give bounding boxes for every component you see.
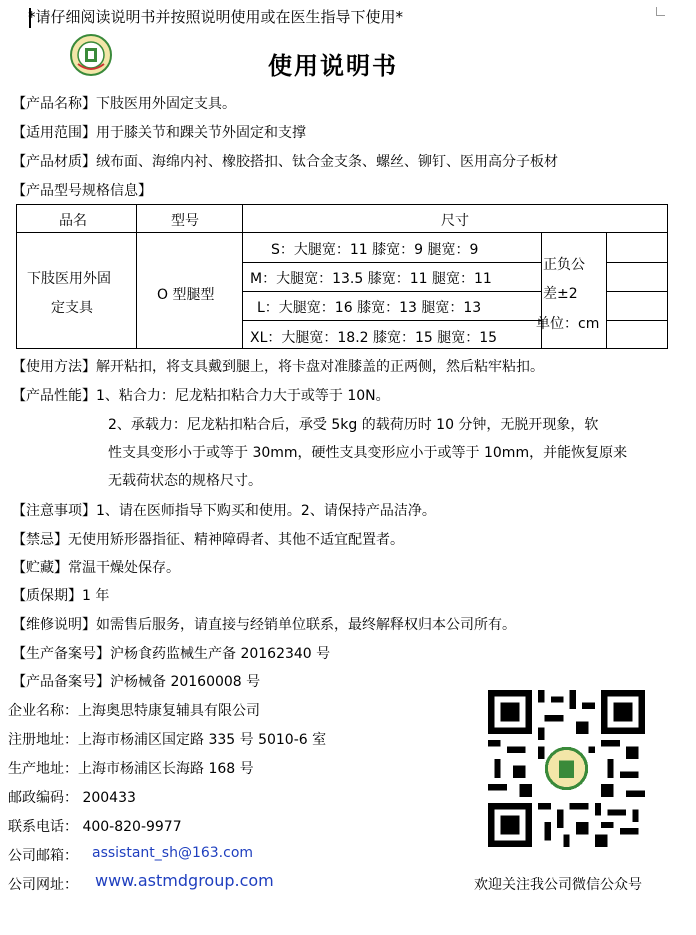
company-logo-icon	[70, 34, 112, 76]
product-name: 【产品名称】下肢医用外固定支具。	[12, 96, 236, 112]
performance-2-cont: 性支具变形小于或等于 30mm，硬性支具变形应小于或等于 10mm，并能恢复原来	[108, 445, 628, 461]
storage: 【贮藏】常温干燥处保存。	[12, 560, 180, 576]
spec-table	[16, 204, 668, 349]
table-size-l: L：大腿宽：16 膝宽：13 腿宽：13	[257, 300, 482, 316]
table-product-name-2: 定支具	[51, 300, 93, 316]
performance-2-end: 无载荷状态的规格尺寸。	[108, 473, 262, 489]
table-header-model: 型号	[171, 213, 199, 229]
table-header-size: 尺寸	[441, 213, 469, 229]
postal-code: 邮政编码： 200433	[8, 790, 136, 806]
wechat-qr-code-icon	[488, 690, 645, 847]
repair-info: 【维修说明】如需售后服务，请直接与经销单位联系，最终解释权归本公司所有。	[12, 617, 516, 633]
document-title: 使用说明书	[268, 51, 398, 80]
table-tolerance-unit: 单位：cm	[536, 316, 600, 332]
table-product-name: 下肢医用外固	[27, 271, 111, 287]
table-size-s: S：大腿宽：11 膝宽：9 腿宽：9	[271, 242, 479, 258]
wechat-caption: 欢迎关注我公司微信公众号	[474, 877, 642, 893]
production-record: 【生产备案号】沪杨食药监械生产备 20162340 号	[12, 646, 331, 662]
table-size-xl: XL：大腿宽：18.2 膝宽：15 腿宽：15	[250, 330, 498, 346]
company-email-label: 公司邮箱：	[8, 848, 78, 864]
contact-phone: 联系电话： 400-820-9977	[8, 819, 182, 835]
reading-note: *请仔细阅读说明书并按照说明使用或在医生指导下使用*	[28, 8, 404, 26]
contraindications: 【禁忌】无使用矫形器指征、精神障碍者、其他不适宜配置者。	[12, 532, 404, 548]
model-spec-heading: 【产品型号规格信息】	[12, 183, 152, 199]
table-tolerance-1: 正负公	[543, 257, 585, 273]
performance-1: 【产品性能】1、粘合力：尼龙粘扣粘合力大于或等于 10N。	[12, 388, 390, 404]
registered-address: 注册地址：上海市杨浦区国定路 335 号 5010-6 室	[8, 732, 327, 748]
usage-method: 【使用方法】解开粘扣，将支具戴到腿上，将卡盘对准膝盖的正两侧，然后粘牢粘扣。	[12, 359, 544, 375]
warranty: 【质保期】1 年	[12, 588, 110, 604]
table-size-m: M：大腿宽：13.5 膝宽：11 腿宽：11	[250, 271, 492, 287]
company-website-link[interactable]: www.astmdgroup.com	[95, 871, 274, 890]
production-address: 生产地址：上海市杨浦区长海路 168 号	[8, 761, 254, 777]
table-model: O 型腿型	[157, 287, 215, 303]
table-header-name: 品名	[59, 213, 87, 229]
page-corner-mark	[656, 7, 665, 16]
product-material: 【产品材质】绒布面、海绵内衬、橡胶搭扣、钛合金支条、螺丝、铆钉、医用高分子板材	[12, 154, 558, 170]
company-website-label: 公司网址：	[8, 877, 78, 893]
cautions: 【注意事项】1、请在医师指导下购买和使用。2、请保持产品洁净。	[12, 503, 436, 519]
product-record: 【产品备案号】沪杨械备 20160008 号	[12, 674, 261, 690]
table-tolerance-2: 差±2	[543, 286, 578, 302]
company-email-link[interactable]: assistant_sh@163.com	[92, 845, 254, 861]
performance-2: 2、承载力：尼龙粘扣粘合后，承受 5kg 的载荷历时 10 分钟，无脱开现象，软	[108, 417, 599, 433]
company-name: 企业名称：上海奥思特康复辅具有限公司	[8, 703, 260, 719]
application-scope: 【适用范围】用于膝关节和踝关节外固定和支撑	[12, 125, 306, 141]
